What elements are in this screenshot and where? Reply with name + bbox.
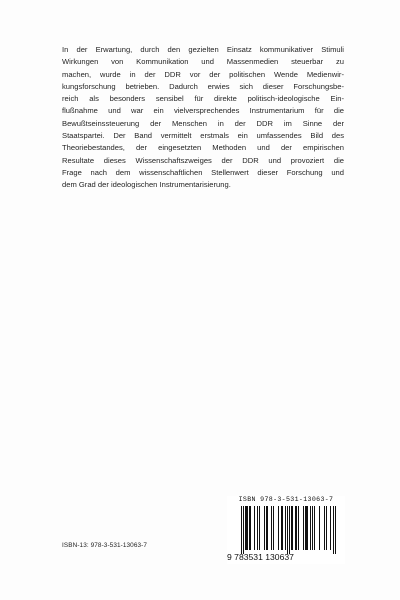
barcode-bar [324, 506, 325, 550]
barcode-isbn-text: ISBN 978-3-531-13063-7 [238, 496, 334, 503]
barcode-bar [296, 506, 297, 550]
blurb-line: In der Erwartung, durch den gezielten Einsatz kommunikativer Stimuli [62, 45, 344, 54]
blurb-line: kungsforschung betrieben. Dadurch erwies sich dieser Forschungsbe- [62, 81, 344, 91]
barcode-bar [312, 506, 313, 550]
blurb-line: Frage nach dem wissenschaftlichen Stellenwert dieser Forschung und [62, 167, 344, 177]
barcode-bar [245, 506, 246, 550]
barcode-bar [250, 506, 251, 550]
barcode-digits: 9 783531 130637 [227, 552, 294, 562]
barcode-bar [314, 506, 315, 550]
barcode-bar [285, 506, 286, 550]
barcode-bar [271, 506, 272, 550]
blurb-line: Theoriebestandes, der eingesetzten Methoden und der empirischen [62, 143, 344, 153]
barcode-bar [305, 506, 306, 550]
blurb-line: reich als besonders sensibel für direkte politisch-ideologische Ein- [62, 94, 344, 104]
barcode-bar [298, 506, 299, 550]
barcode [227, 496, 345, 564]
barcode-bar [281, 506, 282, 550]
isbn-label: ISBN-13: 978-3-531-13063-7 [62, 542, 148, 549]
barcode-bar [282, 506, 283, 550]
barcode-guard-bar [335, 506, 336, 554]
blurb-line: Wirkungen von Kommunikation und Massenmedien steuerbar zu [62, 57, 344, 67]
barcode-bar [259, 506, 260, 550]
blurb-text [62, 44, 344, 192]
blurb-line: dem Grad der ideologischen Instrumentarisierung. [62, 180, 231, 190]
barcode-bars [235, 506, 339, 554]
barcode-bar [291, 506, 292, 550]
barcode-bar [249, 506, 250, 550]
barcode-guard-bar [333, 506, 334, 554]
blurb-line: Bewußtseinssteuerung der Menschen in der DDR im Sinne der [62, 118, 344, 128]
blurb-line: Resultate dieses Wissenschaftszweiges der DDR und provoziert die [62, 155, 344, 165]
barcode-bar [303, 506, 304, 550]
barcode-bar [319, 506, 320, 550]
blurb-line: machen, wurde in der DDR vor der politischen Wende Medienwir- [62, 69, 344, 79]
barcode-bar [254, 506, 255, 550]
barcode-bar [264, 506, 265, 550]
blurb-line: Staatspartei. Der Band vermittelt erstmals ein umfassendes Bild des [62, 131, 344, 141]
barcode-guard-bar [241, 506, 242, 554]
barcode-bar [292, 506, 293, 550]
barcode-bar [295, 506, 296, 550]
barcode-guard-bar [289, 506, 290, 554]
blurb-line: flußnahme und war ein vielversprechendes Instrumentarium für die [62, 106, 344, 116]
barcode-guard-bar [287, 506, 288, 554]
barcode-bar [307, 506, 308, 550]
barcode-guard-bar [243, 506, 244, 554]
barcode-bar [326, 506, 327, 550]
barcode-bar [267, 506, 268, 550]
barcode-bar [330, 506, 331, 550]
barcode-bar [273, 506, 274, 550]
barcode-bar [310, 506, 311, 550]
barcode-bar [306, 506, 307, 550]
barcode-bar [257, 506, 258, 550]
barcode-bar [266, 506, 267, 550]
barcode-bar [247, 506, 248, 550]
barcode-bar [278, 506, 279, 550]
barcode-bar [246, 506, 247, 550]
